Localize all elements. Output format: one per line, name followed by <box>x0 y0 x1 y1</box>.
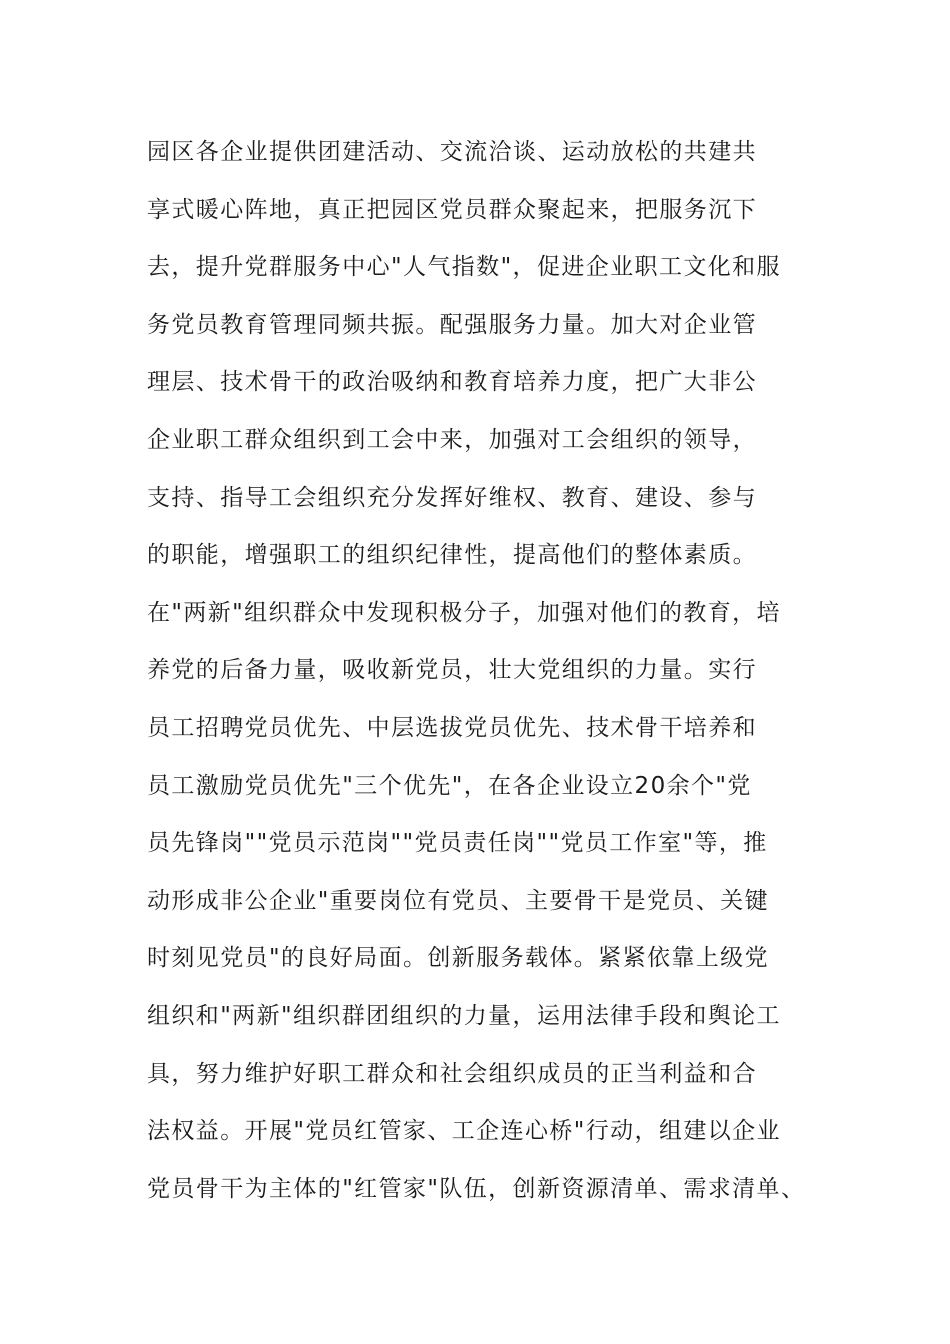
text-line: 理层、技术骨干的政治吸纳和教育培养力度，把广大非公 <box>147 369 757 396</box>
text-line: 享式暖心阵地，真正把园区党员群众聚起来，把服务沉下 <box>147 196 757 223</box>
text-line: 在"两新"组织群众中发现积极分子，加强对他们的教育，培 <box>147 599 781 626</box>
text-line: 组织和"两新"组织群团组织的力量，运用法律手段和舆论工 <box>147 1002 781 1029</box>
text-line: 养党的后备力量，吸收新党员，壮大党组织的力量。实行 <box>147 657 757 684</box>
text-line: 员先锋岗""党员示范岗""党员责任岗""党员工作室"等，推 <box>147 830 768 857</box>
text-line: 具，努力维护好职工群众和社会组织成员的正当利益和合 <box>147 1060 757 1087</box>
text-line: 去，提升党群服务中心"人气指数"，促进企业职工文化和服 <box>147 254 781 281</box>
text-line: 动形成非公企业"重要岗位有党员、主要骨干是党员、关键 <box>147 887 769 914</box>
text-line: 员工激励党员优先"三个优先"，在各企业设立20余个"党 <box>147 772 752 799</box>
body-text <box>147 136 827 1230</box>
text-line: 员工招聘党员优先、中层选拔党员优先、技术骨干培养和 <box>147 714 757 741</box>
text-line: 支持、指导工会组织充分发挥好维权、教育、建设、参与 <box>147 484 757 511</box>
text-line: 的职能，增强职工的组织纪律性，提高他们的整体素质。 <box>147 542 757 569</box>
text-line: 时刻见党员"的良好局面。创新服务载体。紧紧依靠上级党 <box>147 945 769 972</box>
text-line: 务党员教育管理同频共振。配强服务力量。加大对企业管 <box>147 311 757 338</box>
text-line: 园区各企业提供团建活动、交流洽谈、运动放松的共建共 <box>147 139 757 165</box>
text-line: 法权益。开展"党员红管家、工企连心桥"行动，组建以企业 <box>147 1118 781 1145</box>
text-line: 企业职工群众组织到工会中来，加强对工会组织的领导， <box>147 426 757 453</box>
text-line: 党员骨干为主体的"红管家"队伍，创新资源清单、需求清单、 <box>147 1175 806 1202</box>
